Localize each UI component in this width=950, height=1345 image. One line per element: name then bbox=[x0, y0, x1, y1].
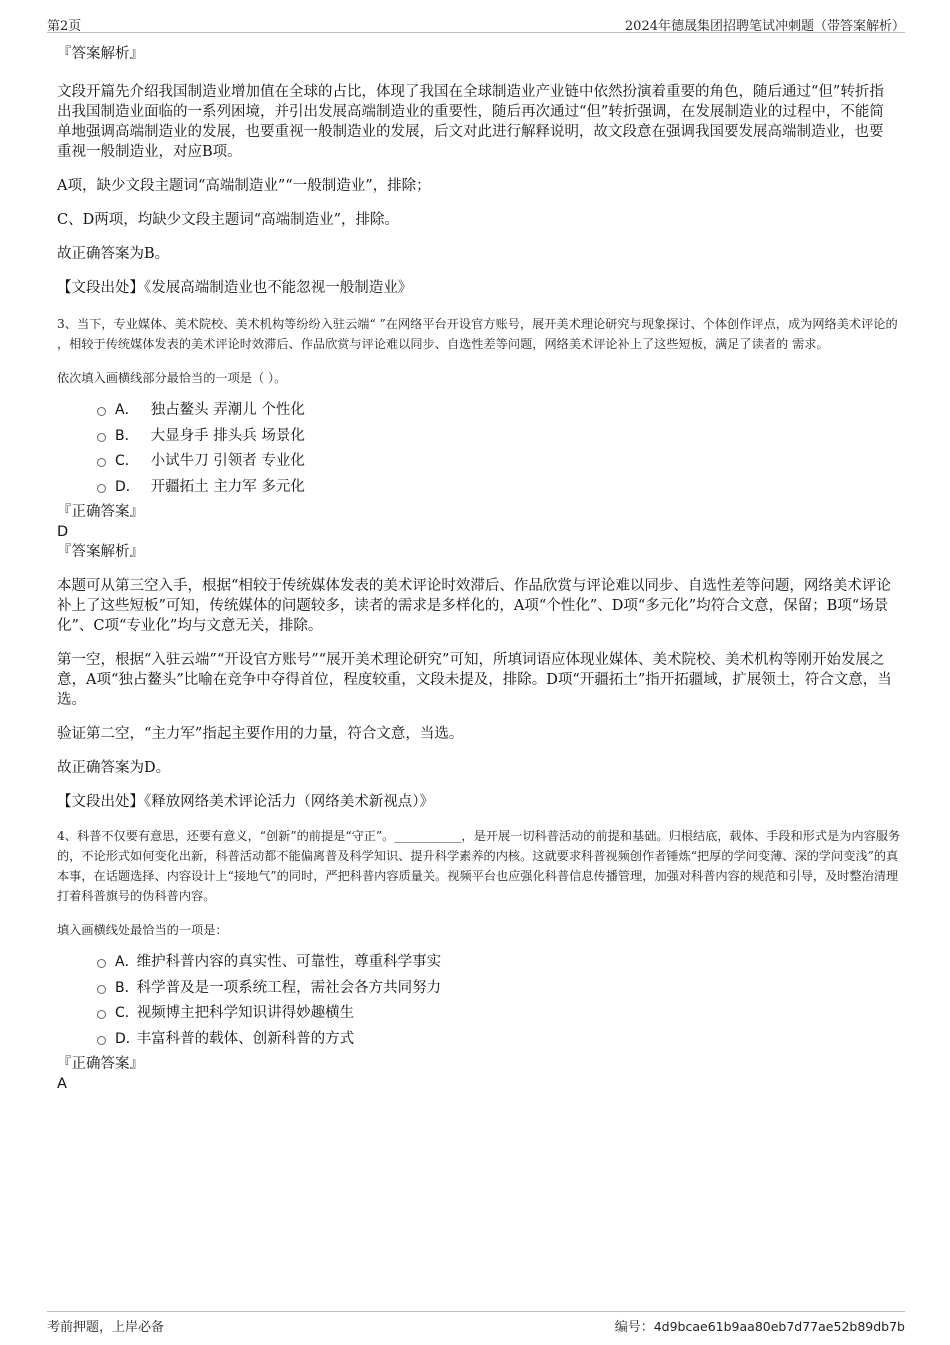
q2-analysis-label: 『答案解析』 bbox=[57, 46, 144, 62]
q3-option-a[interactable] bbox=[57, 398, 897, 424]
q4-option-b[interactable] bbox=[57, 976, 897, 1002]
radio-icon[interactable] bbox=[97, 985, 106, 994]
option-letter: A． bbox=[115, 954, 139, 970]
page-footer bbox=[47, 1311, 905, 1334]
option-text: 丰富科普的载体、创新科普的方式 bbox=[136, 1030, 355, 1047]
q3-stem: 3、当下，专业媒体、美术院校、美术机构等纷纷入驻云端“ ”在网络平台开设官方账号，展开美术理论研究与现象探讨、个体创作评点，成为网络美术评论的 ，相较于传统媒体发表的美术评论时效滞后、作品欣赏与评论难以同步、自选性差等问题，网络美术评论补上了这些短板，满足了读者的 需求。 bbox=[57, 317, 898, 351]
q2-analysis-para-2: A项，缺少文段主题词“高端制造业”“一般制造业”，排除； bbox=[57, 178, 431, 194]
q4-option-c[interactable] bbox=[57, 1001, 897, 1027]
option-text: 小试牛刀 引领者 专业化 bbox=[150, 453, 305, 469]
q3-correct-answer: D bbox=[57, 524, 69, 540]
q4-option-d[interactable] bbox=[57, 1027, 897, 1053]
q2-analysis-para-3: C、D两项，均缺少文段主题词“高端制造业”，排除。 bbox=[57, 212, 400, 228]
radio-icon[interactable] bbox=[97, 407, 106, 416]
document-body bbox=[57, 44, 901, 1094]
option-text: 独占鳌头 弄潮儿 个性化 bbox=[150, 402, 305, 418]
option-letter: D． bbox=[115, 1030, 140, 1047]
option-letter: B． bbox=[115, 979, 139, 996]
q4-option-a[interactable] bbox=[57, 950, 897, 976]
option-letter: A． bbox=[115, 402, 139, 418]
document-title: 2024年德晟集团招聘笔试冲刺题（带答案解析） bbox=[624, 19, 905, 34]
option-letter: C． bbox=[115, 1005, 139, 1021]
q3-analysis-label: 『答案解析』 bbox=[57, 544, 144, 560]
document-id-value: 4d9bcae61b9aa80eb7d77ae52b89db7b bbox=[653, 1319, 905, 1334]
option-letter: B． bbox=[115, 427, 139, 444]
option-text: 维护科普内容的真实性、可靠性，尊重科学事实 bbox=[136, 954, 442, 970]
page-number: 第2页 bbox=[47, 19, 82, 34]
q4-blank: ___________ bbox=[394, 829, 462, 843]
q3-option-b[interactable] bbox=[57, 424, 897, 450]
radio-icon[interactable] bbox=[97, 1010, 106, 1019]
document-id-label: 编号： bbox=[614, 1320, 654, 1335]
q3-analysis-para-1: 本题可从第三空入手，根据“相较于传统媒体发表的美术评论时效滞后、作品欣赏与评论难以同步、自选性差等问题，网络美术评论补上了这些短板”可知，传统媒体的问题较多，读者的需求是多样化的，A项“个性化”、D项“多元化”均符合文意，保留；B项“场景化”、C项“专业化”均与文意无关，排除。 bbox=[57, 578, 891, 634]
radio-icon[interactable] bbox=[97, 1036, 106, 1045]
radio-icon[interactable] bbox=[97, 484, 106, 493]
option-text: 科学普及是一项系统工程，需社会各方共同努力 bbox=[136, 979, 442, 996]
radio-icon[interactable] bbox=[97, 458, 106, 467]
option-letter: D． bbox=[115, 478, 140, 495]
document-id bbox=[615, 1316, 905, 1335]
q4-correct-label: 『正确答案』 bbox=[57, 1056, 144, 1072]
q4-correct-answer: A bbox=[57, 1076, 67, 1092]
footer-slogan: 考前押题，上岸必备 bbox=[47, 1320, 165, 1335]
radio-icon[interactable] bbox=[97, 959, 106, 968]
q3-correct-label: 『正确答案』 bbox=[57, 504, 144, 520]
q3-analysis-para-4: 故正确答案为D。 bbox=[57, 760, 171, 776]
q3-analysis-para-3: 验证第二空，“主力军”指起主要作用的力量，符合文意，当选。 bbox=[57, 726, 464, 742]
option-text: 视频博主把科学知识讲得妙趣横生 bbox=[136, 1005, 355, 1021]
q3-option-c[interactable] bbox=[57, 449, 897, 475]
q4-prompt: 填入画横线处最恰当的一项是： bbox=[57, 923, 228, 937]
q2-analysis-para-1: 文段开篇先介绍我国制造业增加值在全球的占比，体现了我国在全球制造业产业链中依然扮演着重要的角色，随后通过“但”转折指出我国制造业面临的一系列困境，并引出发展高端制造业的重要性，随后再次通过“但”转折强调，在发展制造业的过程中，不能简单地强调高端制造业的发展，也要重视一般制造业的发展，后文对此进行解释说明，故文段意在强调我国要发展高端制造业，也要重视一般制造业，对应B项。 bbox=[57, 84, 884, 160]
q4-stem bbox=[57, 826, 902, 906]
q3-analysis-para-2: 第一空，根据“入驻云端”“开设官方账号”“展开美术理论研究”可知，所填词语应体现业媒体、美术院校、美术机构等刚开始发展之意，A项“独占鳌头”比喻在竞争中夺得首位，程度较重，文段未提及，排除。D项“开疆拓土”指开拓疆域，扩展领土，符合文意，当选。 bbox=[57, 652, 892, 708]
option-text: 开疆拓土 主力军 多元化 bbox=[150, 478, 305, 495]
q3-options bbox=[57, 398, 897, 500]
q2-analysis-para-4: 故正确答案为B。 bbox=[57, 246, 170, 262]
q3-source: 【文段出处】《释放网络美术评论活力（网络美术新视点）》 bbox=[57, 794, 434, 810]
q3-prompt: 依次填入画横线部分最恰当的一项是（ ）。 bbox=[57, 371, 287, 385]
radio-icon[interactable] bbox=[97, 433, 106, 442]
option-text: 大显身手 排头兵 场景化 bbox=[150, 427, 305, 444]
q4-options bbox=[57, 950, 897, 1052]
option-letter: C． bbox=[115, 453, 139, 469]
q4-stem-after: ，是开展一切科普活动的前提和基础。归根结底，载体、手段和形式是为内容服务的，不论形式如何变化出新，科普活动都不能偏离普及科学知识、提升科学素养的内核。这就要求科普视频创作者锤炼“把厚的学问变薄、深的学问变浅”的真本事，在话题选择、内容设计上“接地气”的同时，严把科普内容质量关。视频平台也应强化科普信息传播管理，加强对科普内容的规范和引导，及时整治清理打着科普旗号的伪科普内容。 bbox=[57, 829, 901, 903]
q3-option-d[interactable] bbox=[57, 475, 897, 501]
q4-stem-before: 4、科普不仅要有意思，还要有意义，“创新”的前提是“守正”。 bbox=[57, 829, 395, 843]
page-header bbox=[47, 12, 905, 33]
q2-source: 【文段出处】《发展高端制造业也不能忽视一般制造业》 bbox=[57, 280, 413, 296]
